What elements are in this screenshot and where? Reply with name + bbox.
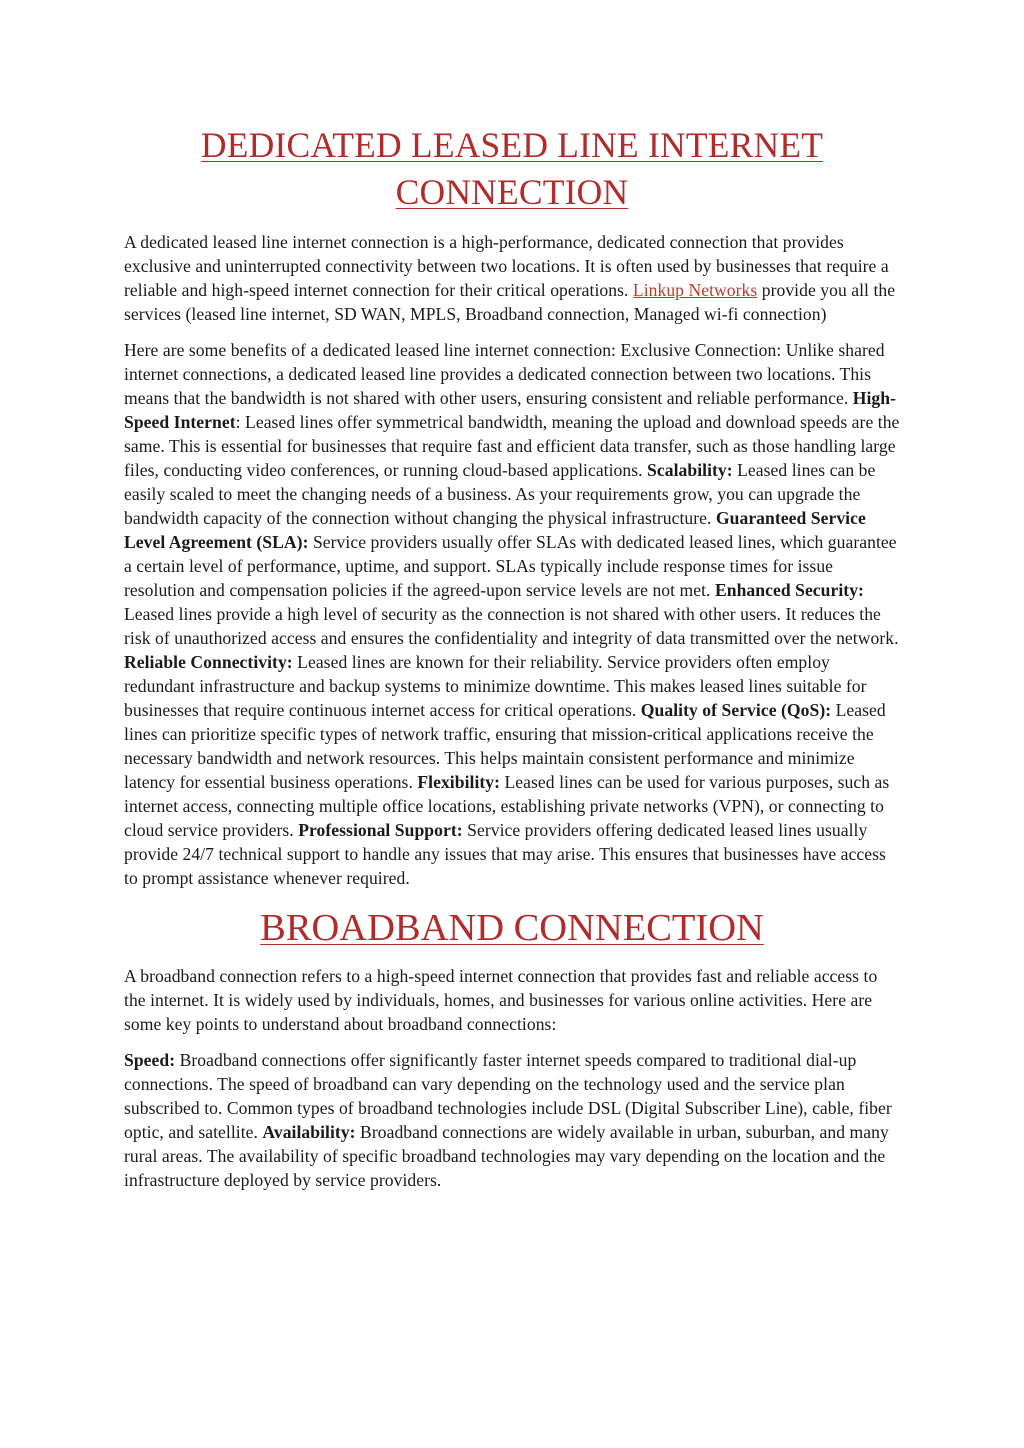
benefit-text: Leased lines can be used for various purposes, such as internet access, connecting multiple office locations, establishing private networks (VPN), or connecting to cloud service providers.	[124, 772, 890, 840]
benefits-lead-text: Here are some benefits of a dedicated leased line internet connection: Exclusive Connection: Unlike shared internet connections, a dedicated leased line provides a dedicated connection between two locations. This means that the bandwidth is not shared with other users, ensuring consistent and reliable performance.	[124, 340, 885, 408]
point-text: Broadband connections are widely available in urban, suburban, and many rural areas. The availability of specific broadband technologies may vary depending on the location and the infrastructure deployed by service providers.	[124, 1122, 889, 1190]
benefit-text: Leased lines offer symmetrical bandwidth, meaning the upload and download speeds are the same. This is essential for businesses that require fast and efficient data transfer, such as those handling large files, conducting video conferences, or running cloud-based applications.	[124, 412, 900, 480]
benefit-term: Flexibility:	[417, 772, 501, 792]
benefit-term: Reliable Connectivity:	[124, 652, 293, 672]
document-page	[124, 122, 900, 1204]
broadband-intro-paragraph: A broadband connection refers to a high-speed internet connection that provides fast and reliable access to the internet. It is widely used by individuals, homes, and businesses for various online activities. Here are some key points to understand about broadband connections:	[124, 966, 878, 1034]
benefit-term: Quality of Service (QoS):	[640, 700, 832, 720]
benefit-text: Leased lines can prioritize specific types of network traffic, ensuring that mission-critical applications receive the necessary bandwidth and network resources. This helps maintain consistent performance and minimize latency for essential business operations.	[124, 700, 886, 792]
section-title-broadband: BROADBAND CONNECTION	[260, 907, 764, 949]
benefit-term: Enhanced Security:	[714, 580, 864, 600]
broadband-points-paragraph	[124, 1048, 900, 1192]
point-term: Speed:	[124, 1050, 176, 1070]
benefit-text: Leased lines are known for their reliability. Service providers often employ redundant infrastructure and backup systems to minimize downtime. This makes leased lines suitable for businesses that require continuous internet access for critical operations.	[124, 652, 867, 720]
benefit-text: Leased lines provide a high level of security as the connection is not shared with other users. It reduces the risk of unauthorized access and ensures the confidentiality and integrity of data transmitted over the network.	[124, 604, 899, 648]
benefit-term: High-Speed Internet	[124, 388, 897, 432]
linkup-networks-link[interactable]: Linkup Networks	[632, 280, 758, 300]
benefit-text: Leased lines can be easily scaled to meet the changing needs of a business. As your requirements grow, you can upgrade the bandwidth capacity of the connection without changing the physical infrastructure.	[124, 460, 876, 528]
benefit-text: Service providers usually offer SLAs with dedicated leased lines, which guarantee a certain level of performance, uptime, and support. SLAs typically include response times for issue resolution and compensation policies if the agreed-upon service levels are not met.	[124, 532, 897, 600]
intro-text-before-link: A dedicated leased line internet connection is a high-performance, dedicated connection that provides exclusive and uninterrupted connectivity between two locations. It is often used by businesses that require a reliable and high-speed internet connection for their critical operations.	[124, 232, 889, 300]
leased-line-intro-paragraph	[124, 230, 900, 326]
intro-text-after-link: provide you all the services (leased line internet, SD WAN, MPLS, Broadband connection, Managed wi-fi connection)	[124, 280, 896, 324]
benefit-term: Professional Support:	[298, 820, 463, 840]
benefit-term: Scalability:	[647, 460, 733, 480]
benefit-separator: :	[235, 412, 241, 432]
benefit-text: Service providers offering dedicated leased lines usually provide 24/7 technical support to handle any issues that may arise. This ensures that businesses have access to prompt assistance whenever required.	[124, 820, 886, 888]
point-text: Broadband connections offer significantly faster internet speeds compared to traditional dial-up connections. The speed of broadband can vary depending on the technology used and the service plan subscribed to. Common types of broadband technologies include DSL (Digital Subscriber Line), cable, fiber optic, and satellite.	[124, 1050, 892, 1142]
section-title-leased-line: DEDICATED LEASED LINE INTERNET CONNECTION	[200, 125, 824, 212]
benefits-paragraph	[124, 338, 900, 890]
point-term: Availability:	[262, 1122, 356, 1142]
benefit-term: Guaranteed Service Level Agreement (SLA):	[124, 508, 866, 552]
